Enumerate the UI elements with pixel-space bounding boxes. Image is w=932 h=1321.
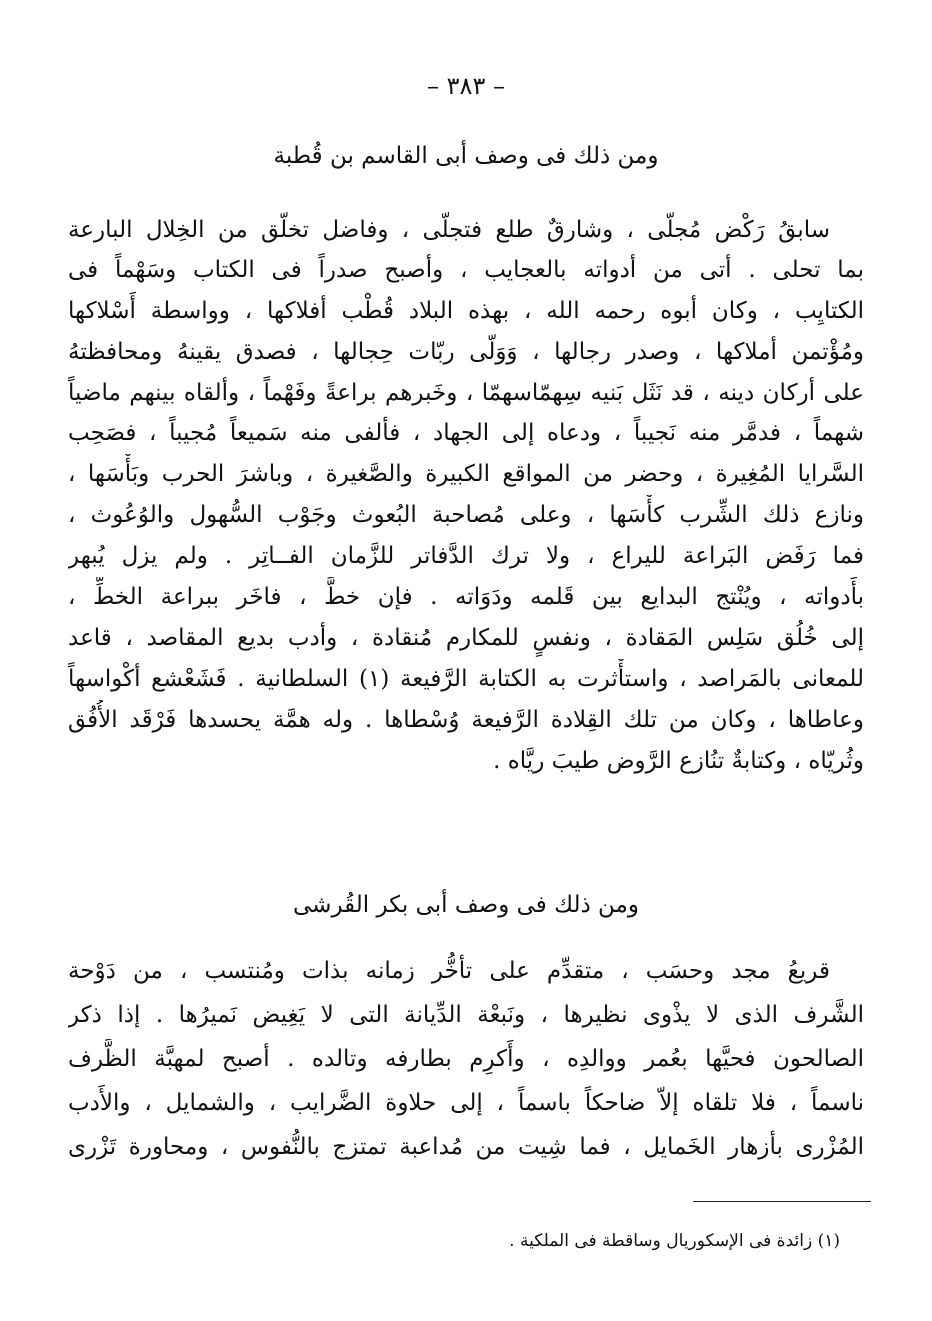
section-heading-abu-bakr: ومن ذلك فى وصف أبى بكر القُرشى: [293, 892, 639, 918]
text-line: فما رَفَض البَراعة لليراع ، ولا ترك الدَّفاتر للزَّمان الفــاتِر . ولم يزل يُبهر: [68, 543, 864, 569]
text-line: بما تحلى . أتى من أدواته بالعجايب ، وأصبح صدراً فى الكتاب وسَهْماً فى: [68, 257, 864, 283]
footnote-divider: [693, 1201, 871, 1202]
text-line: إلى خُلُق سَلِس المَقادة ، ونفسٍ للمكارم مُنقادة ، وأدب بديع المقاصد ، قاعد: [68, 625, 864, 651]
text-line: بأَدواته ، ويُنْتج البدايع بين قَلمه ودَوَاته . فإن خطَّ ، فاخَر ببراعة الخطِّ ،: [68, 584, 864, 610]
footnote: (١) زائدة فى الإسكوريال وساقطة فى الملكية .: [509, 1231, 840, 1251]
section-heading-abu-al-qasim: ومن ذلك فى وصف أبى القاسم بن قُطبة: [273, 143, 659, 169]
text-line: السَّرايا المُغِيرة ، وحضر من المواقع الكبيرة والصَّغيرة ، وباشرَ الحرب وبَأْسَها ،: [68, 461, 864, 487]
text-line: المُزْرى بأزهار الخَمايل ، فما شِيت من مُداعبة تمتزج بالنُّفوس ، ومحاورة تَزْرى: [68, 1134, 864, 1160]
text-line: سابقُ رَكْض مُجلّى ، وشارقٌ طلع فتجلّى ، وفاضل تخلّق من الخِلال البارعة: [68, 217, 830, 243]
text-line: وثُريّاه ، وكتابةٌ تنُازع الرَّوض طيبَ ريَّاه .: [493, 748, 864, 774]
text-line: وعاطاها ، وكان من تلك القِلادة الرَّفيعة وُسْطاها . وله همَّة يحسدها فَرْقَد الأُفُق: [68, 707, 864, 733]
text-line: ونازع ذلك الشِّرب كأْسَها ، وعلى مُصاحبة البُعوث وجَوْب السُّهول والوُعُوث ،: [68, 502, 864, 528]
text-line: ومُؤْتمن أملاكها ، وصدر رجالها ، وَوَلّى ربّات حِجالها ، فصدق يقينهُ ومحافظتهُ: [68, 339, 864, 365]
text-line: الشَّرف الذى لا يذْوى نظيرها ، ونَبعْة الدِّيانة التى لا يَغِيض نَميرُها . إذا ذكر: [68, 1002, 864, 1028]
text-line: على أركان دينه ، قد نَثَل بَنيه سِهمّاسهمّا ، وخَبرهم براعةً وفَهْماً ، وألقاه بينهم ماضياً: [68, 380, 864, 406]
text-line: ناسماً ، فلا تلقاه إلاّ ضاحكاً باسماً ، إلى حلاوة الضَّرايب ، والشمايل ، والأَدب: [68, 1090, 864, 1116]
text-line: للمعانى بالمَراصد ، واستأْثرت به الكتابة الرَّفيعة (١) السلطانية . فَشَعْشع أكْواسهاً: [68, 666, 864, 692]
text-line: الكتايِب ، وكان أبوه رحمه الله ، بهذه البلاد قُطْب أفلاكها ، وواسطة أَسْلاكها: [68, 298, 864, 324]
page-number: – ٣٨٣ –: [427, 72, 505, 100]
text-line: قريعُ مجد وحسَب ، متقدِّم على تأخُّر زمانه بذات ومُنتسب ، من دَوْحة: [68, 958, 830, 984]
text-line: الصالحون فحيَّها بعُمر ووالدِه ، وأَكرِم بطارفه وتالده . أصبح لمهبَّة الظَّرف: [68, 1046, 864, 1072]
text-line: شهماً ، فدمَّر منه نَجيباً ، ودعاه إلى الجهاد ، فألفى منه سَميعاً مُجيباً ، فصَحِب: [68, 420, 864, 446]
